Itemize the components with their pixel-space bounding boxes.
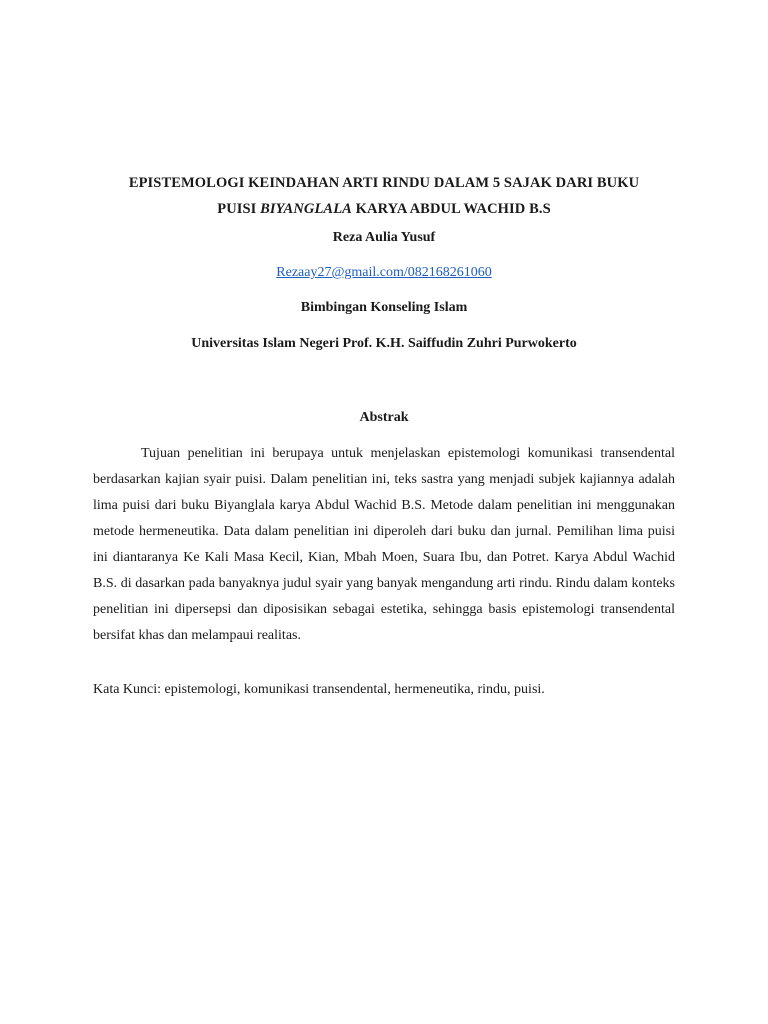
department: Bimbingan Konseling Islam (300, 300, 468, 315)
author-email-link[interactable]: Rezaay27@gmail.com/082168261060 (276, 265, 492, 280)
title-line-1: EPISTEMOLOGI KEINDAHAN ARTI RINDU DALAM 5 SAJAK DARI BUKU (128, 175, 640, 191)
author-name: Reza Aulia Yusuf (332, 230, 436, 245)
title-line-2-prefix: PUISI (217, 201, 261, 217)
keywords: Kata Kunci: epistemologi, komunikasi transendental, hermeneutika, rindu, puisi. (93, 682, 545, 697)
abstract-heading: Abstrak (359, 410, 409, 425)
paper-title (80, 170, 688, 222)
title-line-2 (80, 196, 688, 222)
title-book-name: BIYANGLALA (260, 201, 352, 217)
title-line-2-suffix: KARYA ABDUL WACHID B.S (351, 201, 551, 217)
university: Universitas Islam Negeri Prof. K.H. Saiffudin Zuhri Purwokerto (191, 336, 577, 351)
abstract-paragraph: Tujuan penelitian ini berupaya untuk menjelaskan epistemologi komunikasi transendental berdasarkan kajian syair puisi. Dalam penelitian ini, teks sastra yang menjadi subjek kajiannya adalah lima puisi dari buku Biyanglala karya Abdul Wachid B.S. Metode dalam penelitian ini menggunakan metode hermeneutika. Data dalam penelitian ini diperoleh dari buku dan jurnal. Pemilihan lima puisi ini diantaranya Ke Kali Masa Kecil, Kian, Mbah Moen, Suara Ibu, dan Potret. Karya Abdul Wachid B.S. di dasarkan pada banyaknya judul syair yang banyak mengandung arti rindu. Rindu dalam konteks penelitian ini dipersepsi dan diposisikan sebagai estetika, sehingga basis epistemologi transendental bersifat khas dan melampaui realitas. (93, 446, 675, 643)
